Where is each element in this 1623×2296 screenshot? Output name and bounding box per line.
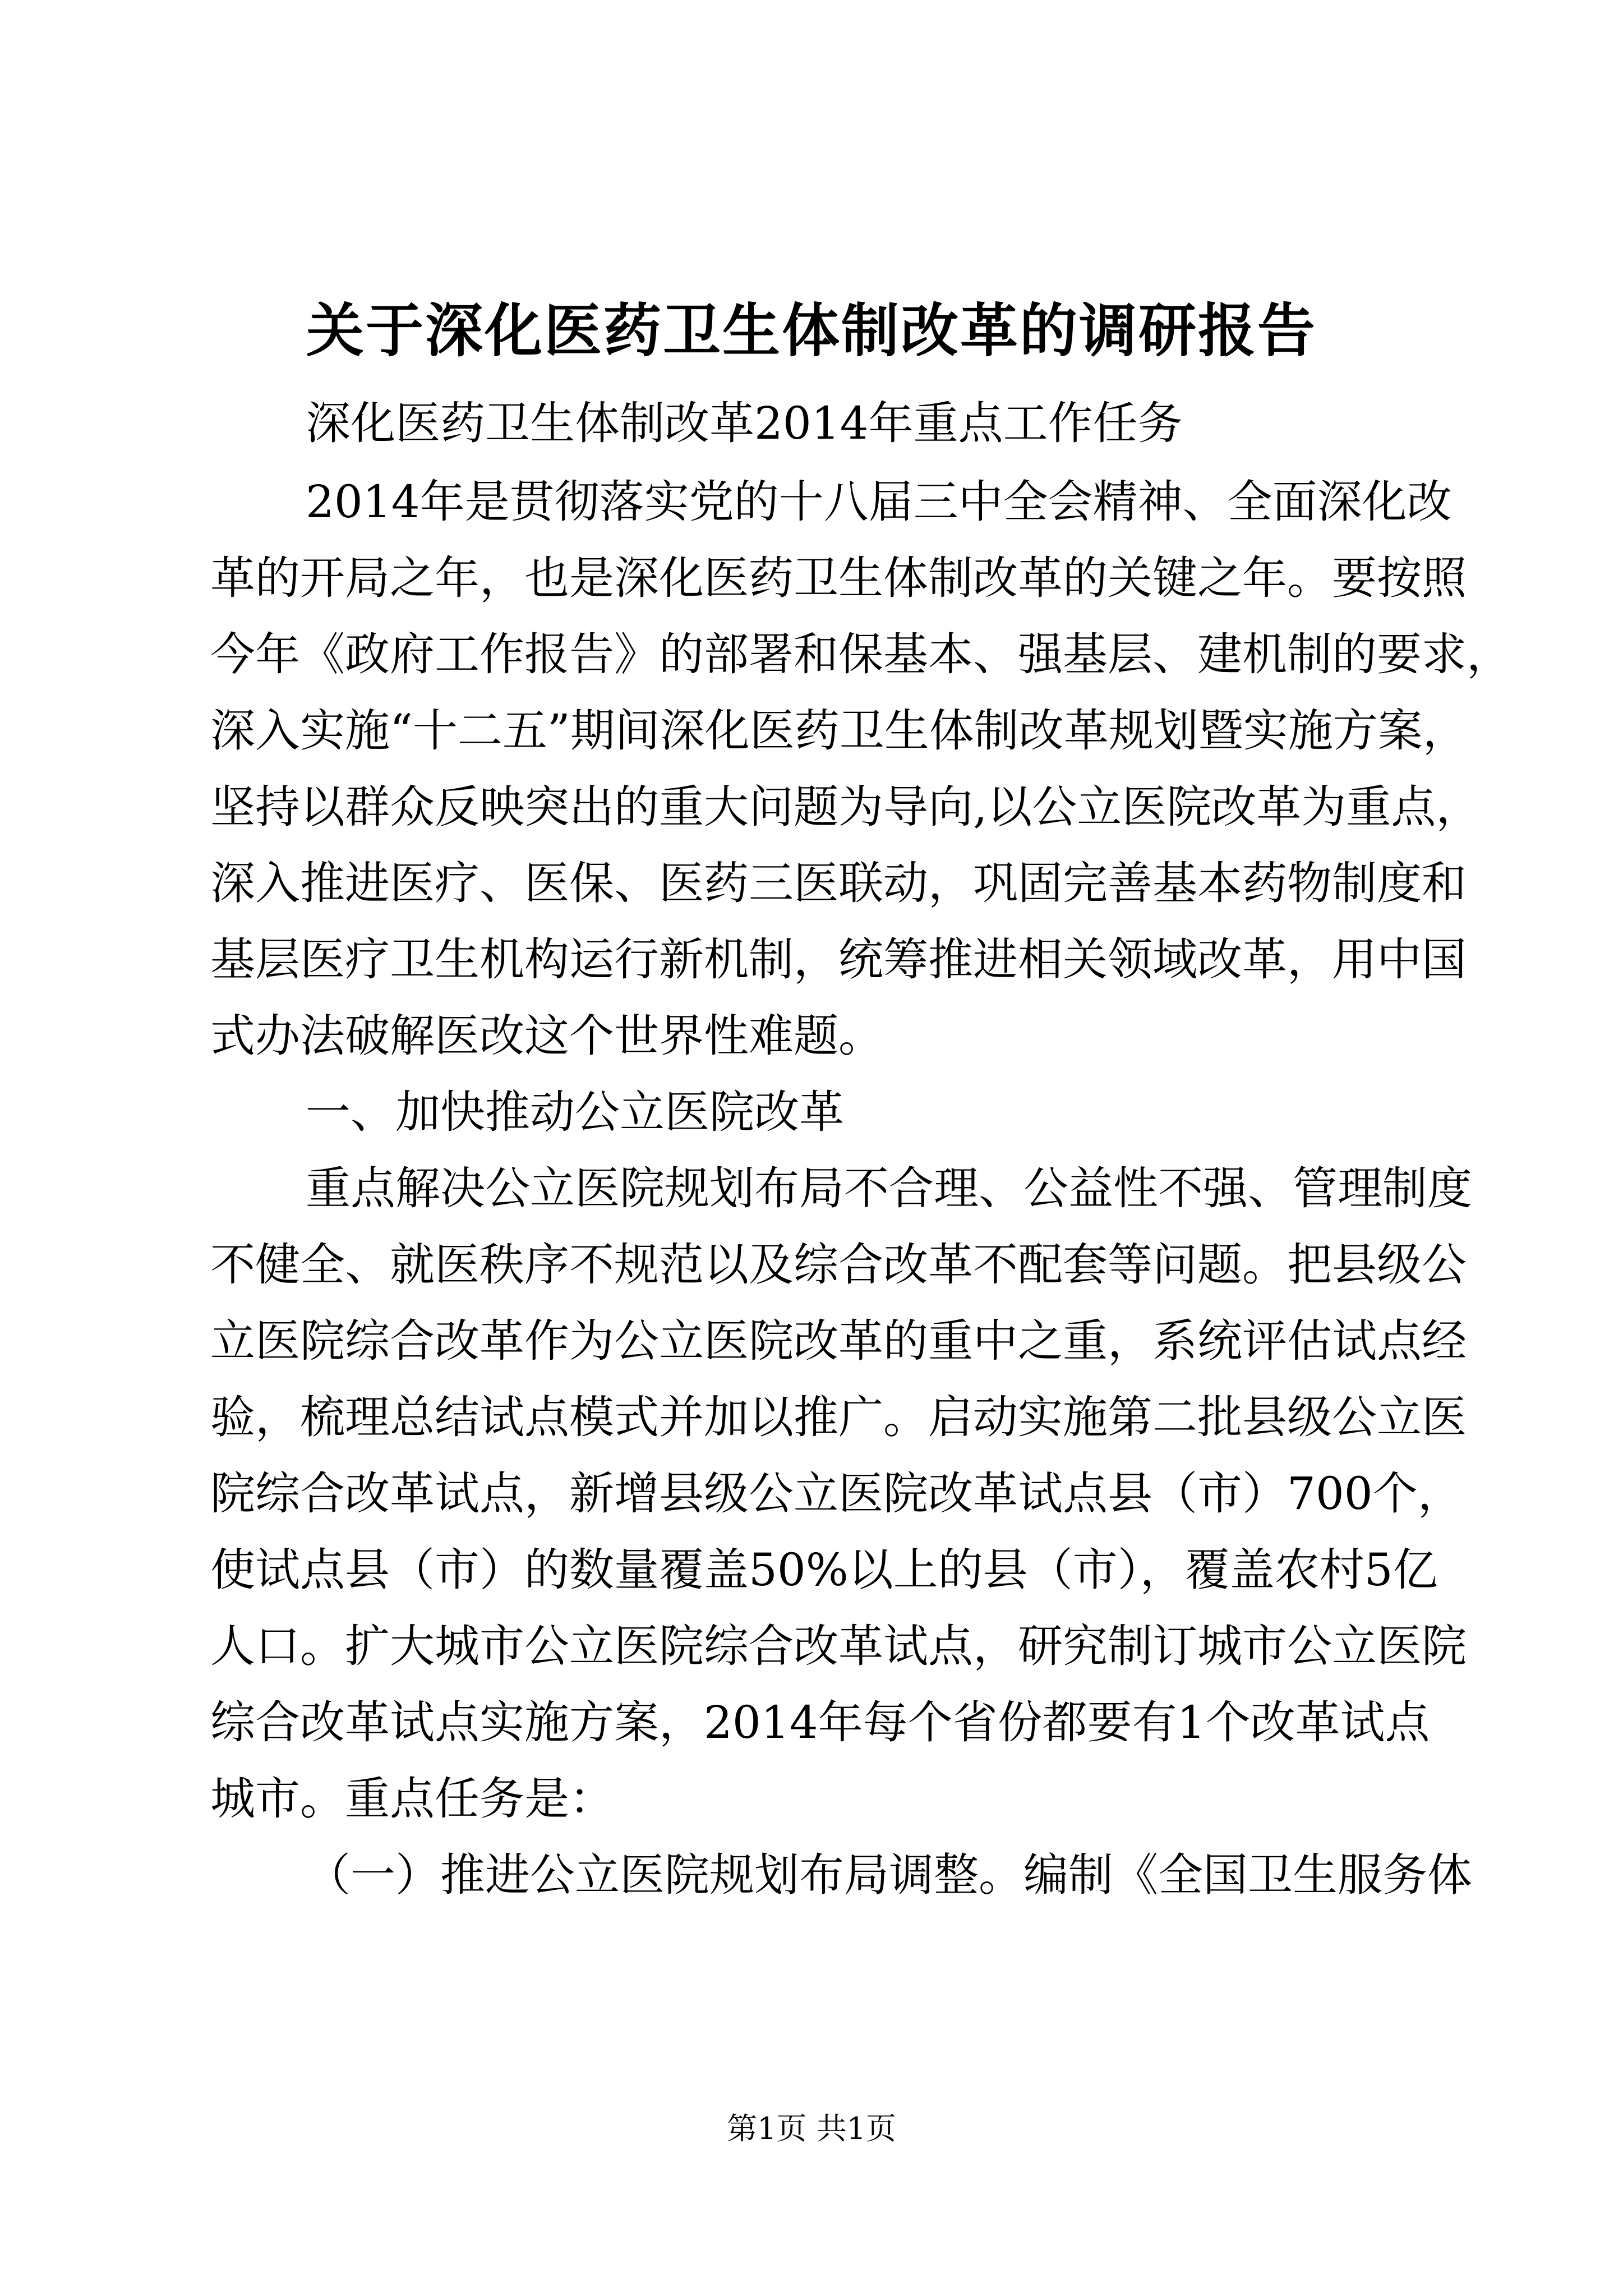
paragraph-1-line-2: 革的开局之年，也是深化医药卫生体制改革的关键之年。要按照	[210, 552, 1467, 604]
paragraph-1-line-7: 基层医疗卫生机构运行新机制，统筹推进相关领域改革，用中国	[210, 933, 1467, 986]
paragraph-2-line-9: 城市。重点任务是：	[210, 1773, 614, 1825]
paragraph-1-line-6: 深入推进医疗、医保、医药三医联动，巩固完善基本药物制度和	[210, 857, 1467, 909]
paragraph-1-line-3: 今年《政府工作报告》的部署和保基本、强基层、建机制的要求，	[210, 628, 1511, 680]
paragraph-2-line-3: 立医院综合改革作为公立医院改革的重中之重，系统评估试点经	[210, 1315, 1467, 1367]
document-title: 关于深化医药卫生体制改革的调研报告	[306, 297, 1317, 365]
paragraph-3-line-1: （一）推进公立医院规划布局调整。编制《全国卫生服务体	[306, 1849, 1472, 1901]
section-heading: 一、加快推动公立医院改革	[306, 1086, 844, 1138]
paragraph-1-line-8: 式办法破解医改这个世界性难题。	[210, 1010, 883, 1062]
paragraph-1-line-4: 深入实施“十二五”期间深化医药卫生体制改革规划暨实施方案，	[210, 705, 1468, 757]
paragraph-2-line-6: 使试点县（市）的数量覆盖50%以上的县（市），覆盖农村5亿	[210, 1544, 1438, 1596]
paragraph-2-line-2: 不健全、就医秩序不规范以及综合改革不配套等问题。把县级公	[210, 1239, 1467, 1291]
page-footer: 第1页 共1页	[727, 2111, 896, 2146]
paragraph-2-line-7: 人口。扩大城市公立医院综合改革试点，研究制订城市公立医院	[210, 1620, 1467, 1672]
paragraph-1-line-5: 坚持以群众反映突出的重大问题为导向,以公立医院改革为重点，	[210, 781, 1481, 833]
subtitle: 深化医药卫生体制改革2014年重点工作任务	[306, 397, 1183, 449]
paragraph-2-line-4: 验，梳理总结试点模式并加以推广。启动实施第二批县级公立医	[210, 1391, 1467, 1443]
paragraph-2-line-8: 综合改革试点实施方案，2014年每个省份都要有1个改革试点	[210, 1696, 1430, 1749]
paragraph-2-line-5: 院综合改革试点，新增县级公立医院改革试点县（市）700个，	[210, 1467, 1463, 1520]
paragraph-2-line-1: 重点解决公立医院规划布局不合理、公益性不强、管理制度	[306, 1162, 1472, 1214]
paragraph-1-line-1: 2014年是贯彻落实党的十八届三中全会精神、全面深化改	[306, 476, 1452, 528]
